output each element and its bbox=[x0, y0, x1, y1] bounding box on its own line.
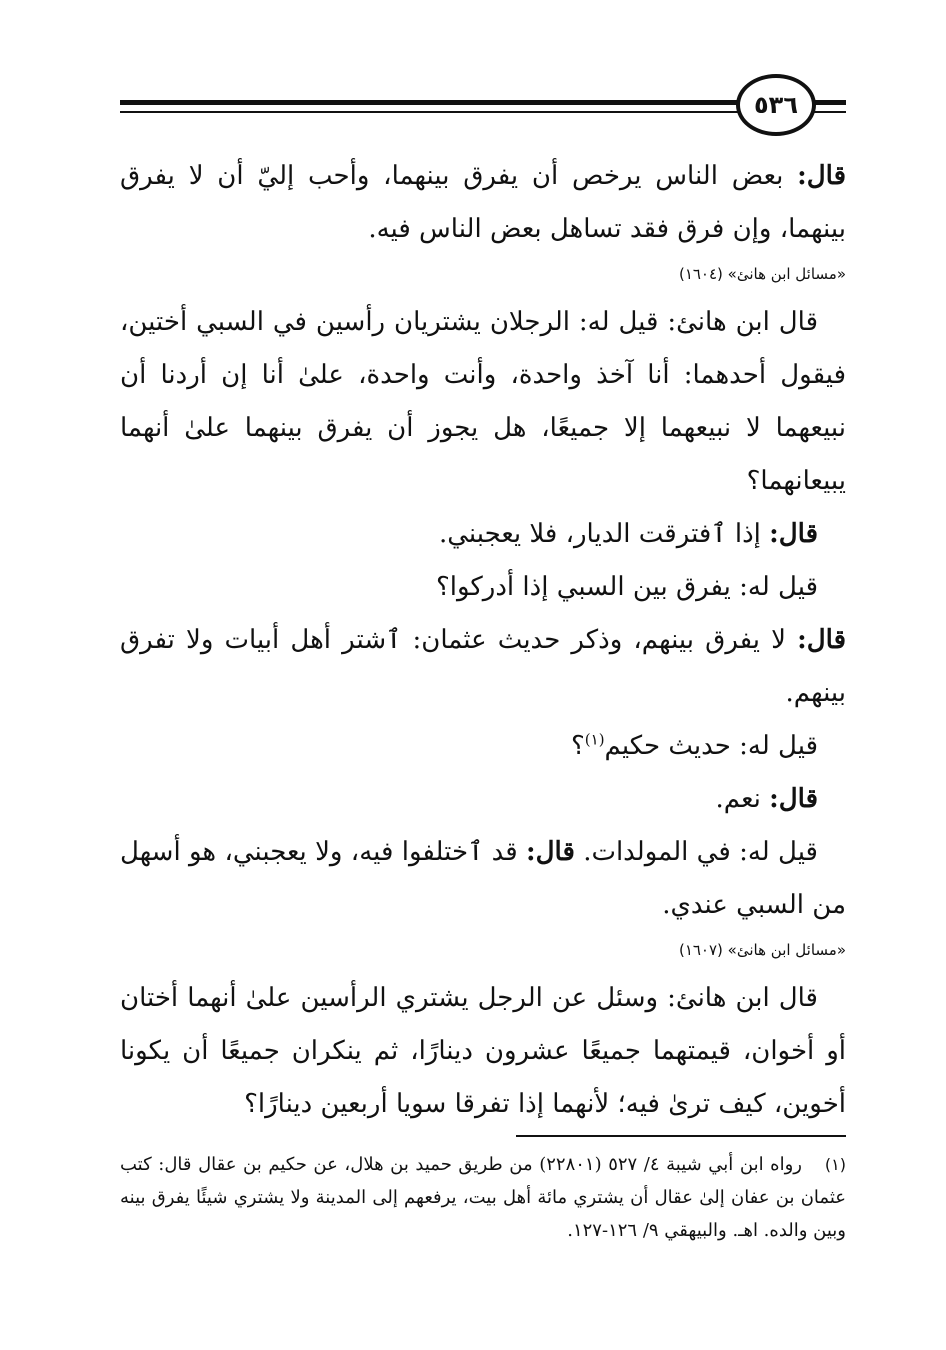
paragraph bbox=[120, 614, 846, 720]
footnote-reference[interactable]: (١) bbox=[584, 730, 605, 749]
paragraph bbox=[120, 773, 846, 826]
paragraph-text: قد ٱختلفوا فيه، ولا يعجبني، هو أسهل من السبي عندي. bbox=[120, 837, 846, 920]
paragraph-text: بعض الناس يرخص أن يفرق بينهما، وأحب إليّ أن لا يفرق بينهما، وإن فرق فقد تساهل بعض الناس فيه. bbox=[120, 161, 846, 244]
citation: «مسائل ابن هانئ» (١٦٠٤) bbox=[678, 265, 846, 283]
page-number: ٥٣٦ bbox=[754, 91, 798, 119]
speaker-label: قال: bbox=[769, 519, 818, 549]
speaker-label: قال: bbox=[797, 625, 846, 655]
footnote-marker: (١) bbox=[824, 1155, 846, 1174]
speaker-label: قال: bbox=[797, 161, 846, 191]
paragraph-text-end: ؟ bbox=[570, 731, 585, 761]
speaker-label: قال: bbox=[769, 784, 818, 814]
footnote bbox=[120, 1148, 846, 1247]
paragraph bbox=[120, 508, 846, 561]
paragraph bbox=[120, 826, 846, 932]
paragraph bbox=[120, 972, 846, 1131]
paragraph-text: قيل له: في المولدات. bbox=[574, 837, 818, 867]
paragraph-text: قال ابن هانئ: قيل له: الرجلان يشتريان رأسين في السبي أختين، فيقول أحدهما: أنا آخذ واحدة، وأنت واحدة، علىٰ أنا إن أردنا أن نبيعهما لا نبيعهما إلا جميعًا، هل يجوز أن يفرق بينهما علىٰ أنهما يبيعانهما؟ bbox=[120, 307, 846, 496]
paragraph-text: قال ابن هانئ: وسئل عن الرجل يشتري الرأسين علىٰ أنهما أختان أو أخوان، قيمتهما جميعًا عشرون دينارًا، ثم ينكران جميعًا أن يكونا أخوين، كيف ترىٰ فيه؛ لأنهما إذا تفرقا سويا أربعين دينارًا؟ bbox=[120, 983, 846, 1119]
speaker-label: قال: bbox=[526, 837, 575, 867]
page-number-badge bbox=[736, 74, 816, 136]
paragraph-text: قيل له: حديث حكيم bbox=[604, 731, 818, 761]
paragraph-text: قيل له: يفرق بين السبي إذا أدركوا؟ bbox=[435, 572, 818, 602]
paragraph-text: إذا ٱفترقت الديار، فلا يعجبني. bbox=[438, 519, 770, 549]
footnote-divider bbox=[516, 1135, 846, 1137]
paragraph bbox=[120, 296, 846, 508]
paragraph-text: نعم. bbox=[715, 784, 770, 814]
main-text bbox=[120, 150, 846, 1131]
paragraph bbox=[120, 720, 846, 773]
paragraph bbox=[120, 561, 846, 614]
footnote-text: رواه ابن أبي شيبة ٤/ ٥٢٧ (٢٢٨٠١) من طريق حميد بن هلال، عن حكيم بن عقال قال: كتب عثمان بن عفان إلىٰ عقال أن يشتري مائة أهل بيت، يرفعهم إلى المدينة ولا يشتري شيئًا يفرق بينه وبين والده. اهـ. والبيهقي ٩/ ١٢٦-١٢٧. bbox=[120, 1154, 846, 1241]
paragraph-text: لا يفرق بينهم، وذكر حديث عثمان: ٱشتر أهل أبيات ولا تفرق بينهم. bbox=[120, 625, 846, 708]
page-header bbox=[120, 70, 846, 140]
citation: «مسائل ابن هانئ» (١٦٠٧) bbox=[678, 941, 846, 959]
paragraph bbox=[120, 150, 846, 256]
